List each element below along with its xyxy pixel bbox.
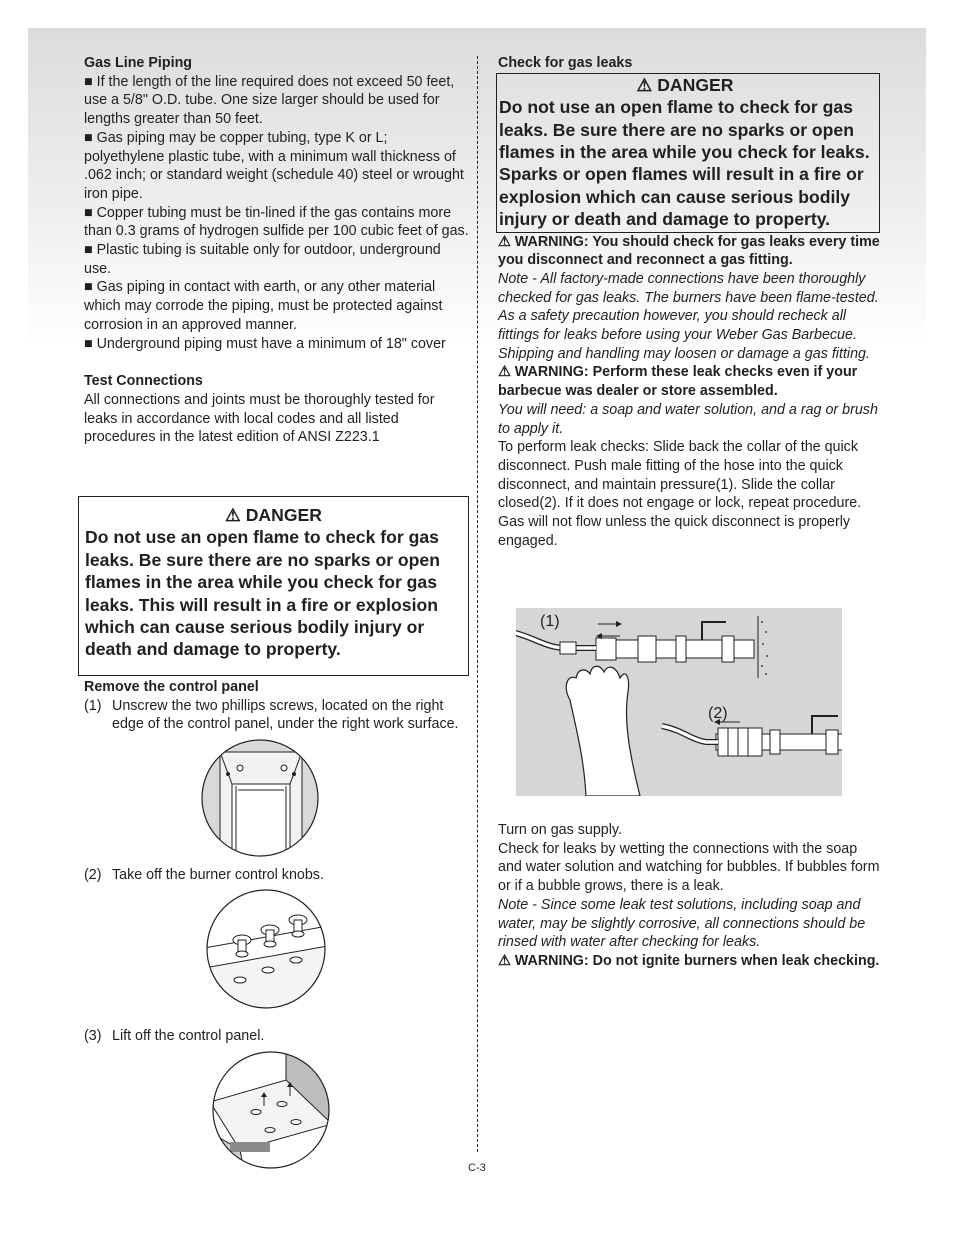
gas-item: ■ Plastic tubing is suitable only for outdoor, underground use.: [84, 242, 441, 277]
remove-panel-heading: Remove the control panel: [84, 679, 259, 695]
danger-text: Do not use an open flame to check for gas leaks. Be sure there are no sparks or open flames in the area while you check for leaks. Sparks or open flames will result in a fire or explosion which can cause serious bodily injury or death and damage to property.: [499, 97, 870, 230]
gas-item: ■ If the length of the line required does not exceed 50 feet, use a 5/8" O.D. tube. One size larger should be used for lengths greater than 50 feet.: [84, 73, 455, 128]
danger-text: Do not use an open flame to check for gas leaks. Be sure there are no sparks or open flames in the area while you check for gas leaks. This will result in a fire or explosion which can cause serious bodily injury or death and damage to property.: [85, 527, 440, 660]
warning-ignite: ⚠ WARNING: Do not ignite burners when leak checking.: [498, 952, 880, 969]
danger-box-left: [78, 496, 469, 676]
test-connections-heading: Test Connections: [84, 373, 203, 390]
check-leaks-text: Check for leaks by wetting the connections with the soap and water solution and watching for bubbles. If bubbles form or if a bubble grows, there is a leak.: [498, 840, 880, 895]
control-panel-screws-illustration: [198, 738, 322, 860]
step-number: (2): [84, 867, 102, 883]
step-1: [84, 697, 469, 734]
step-number: (3): [84, 1028, 102, 1044]
step-number: (1): [84, 697, 102, 714]
gas-line-heading: Gas Line Piping: [84, 55, 193, 71]
note-rinse: Note - Since some leak test solutions, including soap and water, may be slightly corrosive, all connections should be rinsed with water after checking for leaks.: [498, 896, 866, 951]
page-number: C-3: [468, 1162, 486, 1174]
right-column: [498, 54, 884, 551]
warning-dealer: ⚠ WARNING: Perform these leak checks even if your barbecue was dealer or store assembled.: [498, 364, 858, 400]
danger-box-right: [496, 73, 880, 233]
step-2: [84, 866, 469, 885]
you-will-need: You will need: a soap and water solution, and a rag or brush to apply it.: [498, 401, 878, 437]
figure-label-2: (2): [708, 705, 728, 722]
test-connections-text: All connections and joints must be thoroughly tested for leaks in accordance with local codes and all listed procedures in the latest edition of ANSI Z223.1: [84, 391, 435, 446]
quick-disconnect-figure: [516, 608, 842, 796]
burner-knobs-illustration: [204, 888, 328, 1010]
column-divider: [477, 56, 478, 1152]
gas-item: ■ Underground piping must have a minimum of 18" cover: [84, 335, 446, 352]
left-column: [84, 54, 469, 447]
gas-item: ■ Gas piping may be copper tubing, type K or L; polyethylene plastic tube, with a minimum wall thickness of .062 inch; or standard weight (schedule 40) steel or wrought iron pipe.: [84, 129, 464, 202]
turn-on-gas: Turn on gas supply.: [498, 822, 622, 838]
warning-reconnect: ⚠ WARNING: You should check for gas leaks every time you disconnect and reconnect a gas fitting.: [498, 233, 880, 269]
remove-panel-section: [84, 678, 469, 734]
note-factory: Note - All factory-made connections have been thoroughly checked for gas leaks. The burners have been flame-tested. As a safety precaution however, you should recheck all fittings for leaks before using your Weber Gas Barbecue. Shipping and handling may loosen or damage a gas fitting.: [498, 270, 879, 362]
check-leaks-heading: Check for gas leaks: [498, 55, 633, 71]
danger-title: ⚠ DANGER: [636, 74, 734, 95]
procedure-text: To perform leak checks: Slide back the collar of the quick disconnect. Push male fitting of the hose into the quick disconnect, and maintain pressure(1). Slide the collar closed(2). If it does not engage or lock, repeat procedure. Gas will not flow unless the quick disconnect is properly engaged.: [498, 439, 862, 549]
step-3: [84, 1027, 469, 1046]
step-text: Unscrew the two phillips screws, located on the right edge of the control panel, under the right work surface.: [112, 697, 459, 733]
gas-item: ■ Copper tubing must be tin-lined if the gas contains more than 0.3 grams of hydrogen sulfide per 100 cubic feet of gas.: [84, 204, 469, 240]
step-text: Lift off the control panel.: [112, 1028, 265, 1044]
danger-title: ⚠ DANGER: [225, 505, 322, 525]
lift-panel-illustration: [210, 1050, 332, 1170]
step-text: Take off the burner control knobs.: [112, 867, 324, 883]
figure-label-1: (1): [540, 613, 560, 630]
gas-item: ■ Gas piping in contact with earth, or any other material which may corrode the piping, must be protected against corrosion in an approved manner.: [84, 279, 443, 333]
right-column-lower: [498, 821, 884, 971]
